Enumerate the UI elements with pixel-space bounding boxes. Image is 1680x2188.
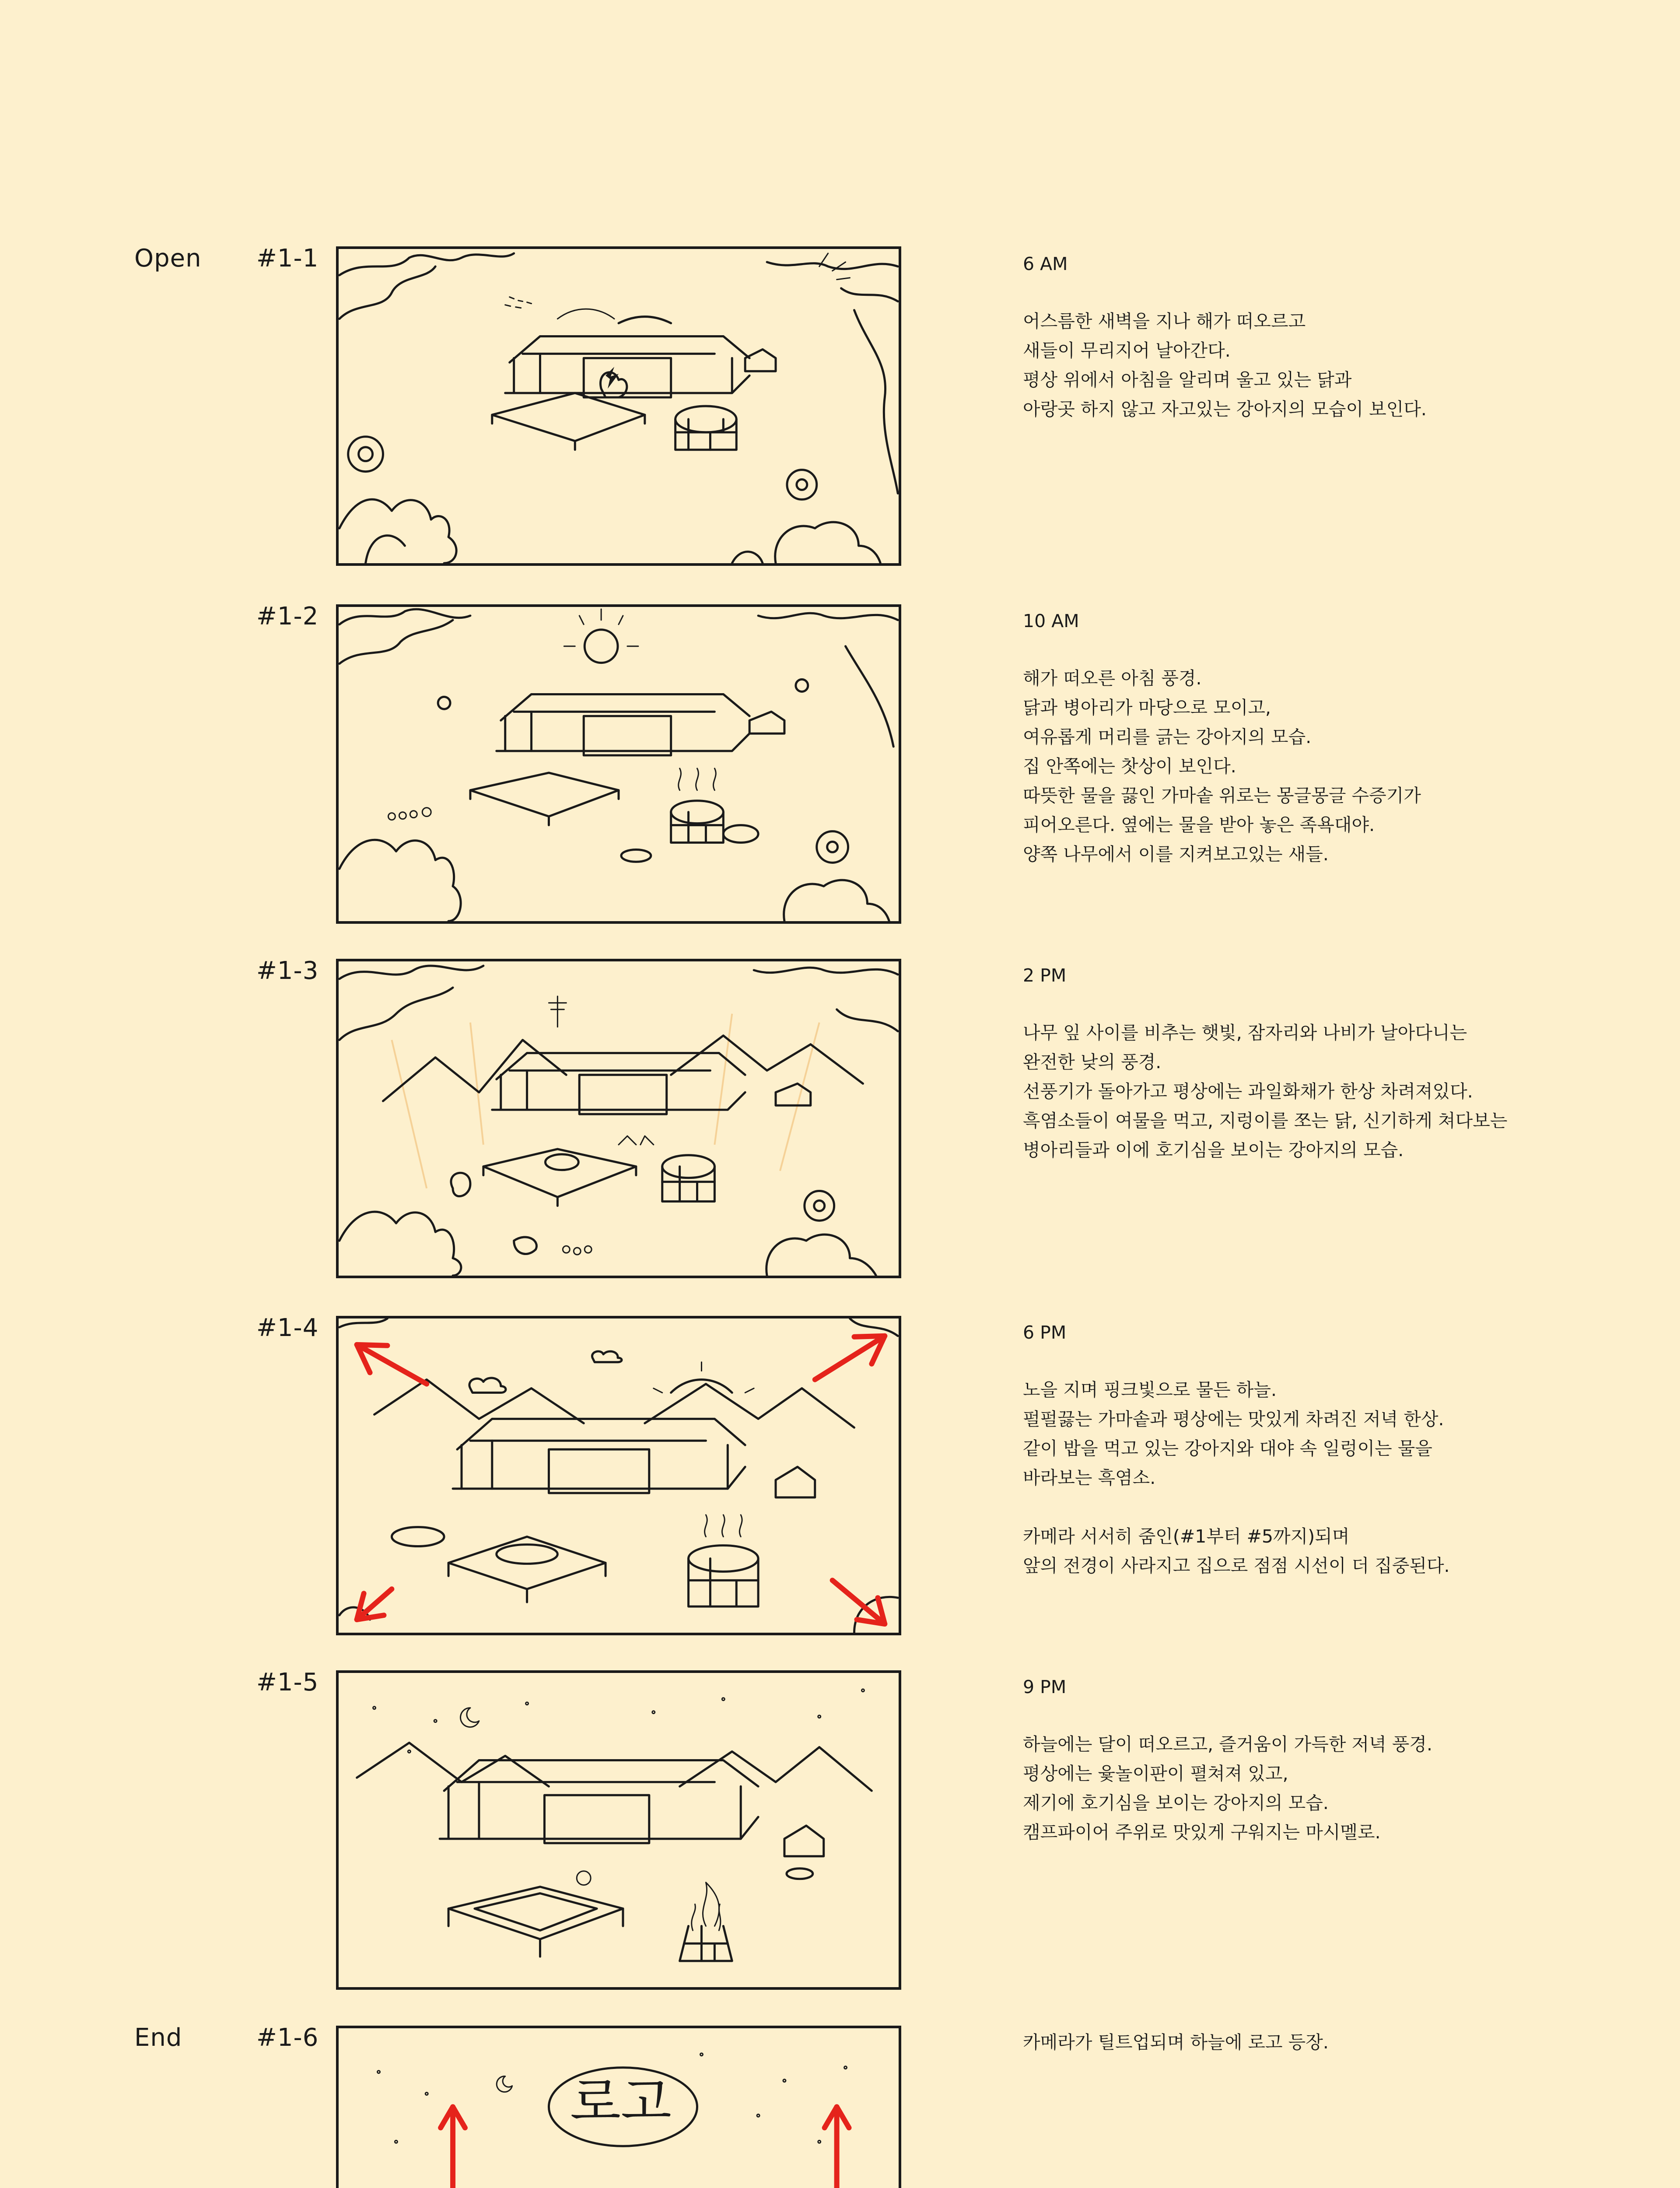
scene-illustration-dawn — [339, 249, 899, 563]
description-line: 새들이 무리지어 날아간다. — [1023, 340, 1231, 361]
description-line: 캠프파이어 주위로 맛있게 구워지는 마시멜로. — [1023, 1822, 1381, 1843]
scene-label: #1-1 — [256, 244, 319, 273]
scene-description-1-6 — [1023, 2028, 1600, 2057]
description-line: 제기에 호기심을 보이는 강아지의 모습. — [1023, 1792, 1329, 1813]
scene-label: #1-4 — [256, 1314, 319, 1342]
description-line: 노을 지며 핑크빛으로 물든 하늘. — [1023, 1379, 1277, 1400]
description-line: 같이 밥을 먹고 있는 강아지와 대야 속 일렁이는 물을 — [1023, 1438, 1432, 1459]
description-line: 집 안쪽에는 찻상이 보인다. — [1023, 756, 1236, 777]
storyboard-frame-1-4 — [336, 1316, 901, 1635]
description-line: 여유롭게 머리를 긁는 강아지의 모습. — [1023, 726, 1312, 747]
description-line: 따뜻한 물을 끓인 가마솥 위로는 몽글몽글 수증기가 — [1023, 785, 1421, 806]
scene-illustration-morning — [339, 607, 899, 921]
description-line: 카메라가 틸트업되며 하늘에 로고 등장. — [1023, 2032, 1329, 2053]
scene-description-1-3 — [1023, 961, 1600, 1165]
description-line: 나무 잎 사이를 비추는 햇빛, 잠자리와 나비가 날아다니는 — [1023, 1022, 1467, 1043]
scene-time: 6 AM — [1023, 253, 1068, 274]
description-line: 흑염소들이 여물을 먹고, 지렁이를 쪼는 닭, 신기하게 쳐다보는 — [1023, 1110, 1508, 1131]
logo-placeholder-text: 로고 — [570, 2072, 672, 2133]
scene-label: #1-2 — [256, 602, 319, 631]
scene-time: 9 PM — [1023, 1676, 1067, 1697]
scene-illustration-evening — [339, 1318, 899, 1633]
description-line: 카메라 서서히 줌인(#1부터 #5까지)되며 — [1023, 1526, 1350, 1547]
scene-time: 2 PM — [1023, 965, 1067, 986]
description-line: 선풍기가 돌아가고 평상에는 과일화채가 한상 차려져있다. — [1023, 1081, 1473, 1102]
description-line: 평상 위에서 아침을 알리며 울고 있는 닭과 — [1023, 369, 1352, 390]
storyboard-frame-1-1 — [336, 246, 901, 566]
description-line: 앞의 전경이 사라지고 집으로 점점 시선이 더 집중된다. — [1023, 1555, 1450, 1576]
description-line: 바라보는 흑염소. — [1023, 1467, 1156, 1488]
description-line: 해가 떠오른 아침 풍경. — [1023, 668, 1202, 689]
description-line: 펄펄끓는 가마솥과 평상에는 맛있게 차려진 저녁 한상. — [1023, 1409, 1444, 1430]
description-line: 평상에는 윷놀이판이 펼쳐져 있고, — [1023, 1763, 1288, 1784]
scene-description-1-1 — [1023, 249, 1600, 424]
scene-description-1-5 — [1023, 1673, 1600, 1847]
scene-illustration-night — [339, 1673, 899, 1987]
scene-illustration-afternoon — [339, 961, 899, 1276]
section-label-end: End — [134, 2023, 182, 2052]
description-line: 양쪽 나무에서 이를 지켜보고있는 새들. — [1023, 844, 1329, 865]
storyboard-frame-1-5 — [336, 1670, 901, 1990]
scene-label: #1-5 — [256, 1668, 319, 1697]
scene-description-1-4 — [1023, 1318, 1600, 1581]
description-line: 아랑곳 하지 않고 자고있는 강아지의 모습이 보인다. — [1023, 399, 1427, 420]
storyboard-frame-1-3 — [336, 959, 901, 1278]
scene-description-1-2 — [1023, 607, 1600, 869]
storyboard-frame-1-2 — [336, 604, 901, 924]
zoom-arrows — [357, 1336, 885, 1624]
description-line: 어스름한 새벽을 지나 해가 떠오르고 — [1023, 311, 1306, 332]
scene-label: #1-3 — [256, 957, 319, 985]
description-line: 피어오른다. 옆에는 물을 받아 놓은 족욕대야. — [1023, 814, 1375, 835]
description-line: 닭과 병아리가 마당으로 모이고, — [1023, 697, 1271, 718]
description-gap — [1023, 1493, 1600, 1522]
description-line: 하늘에는 달이 떠오르고, 즐거움이 가득한 저녁 풍경. — [1023, 1734, 1432, 1755]
section-label-open: Open — [134, 244, 202, 273]
scene-time: 6 PM — [1023, 1322, 1067, 1343]
scene-label: #1-6 — [256, 2023, 319, 2052]
scene-time: 10 AM — [1023, 610, 1079, 631]
description-line: 완전한 낮의 풍경. — [1023, 1052, 1162, 1073]
description-line: 병아리들과 이에 호기심을 보이는 강아지의 모습. — [1023, 1140, 1404, 1161]
storyboard-frame-1-6 — [336, 2026, 901, 2188]
